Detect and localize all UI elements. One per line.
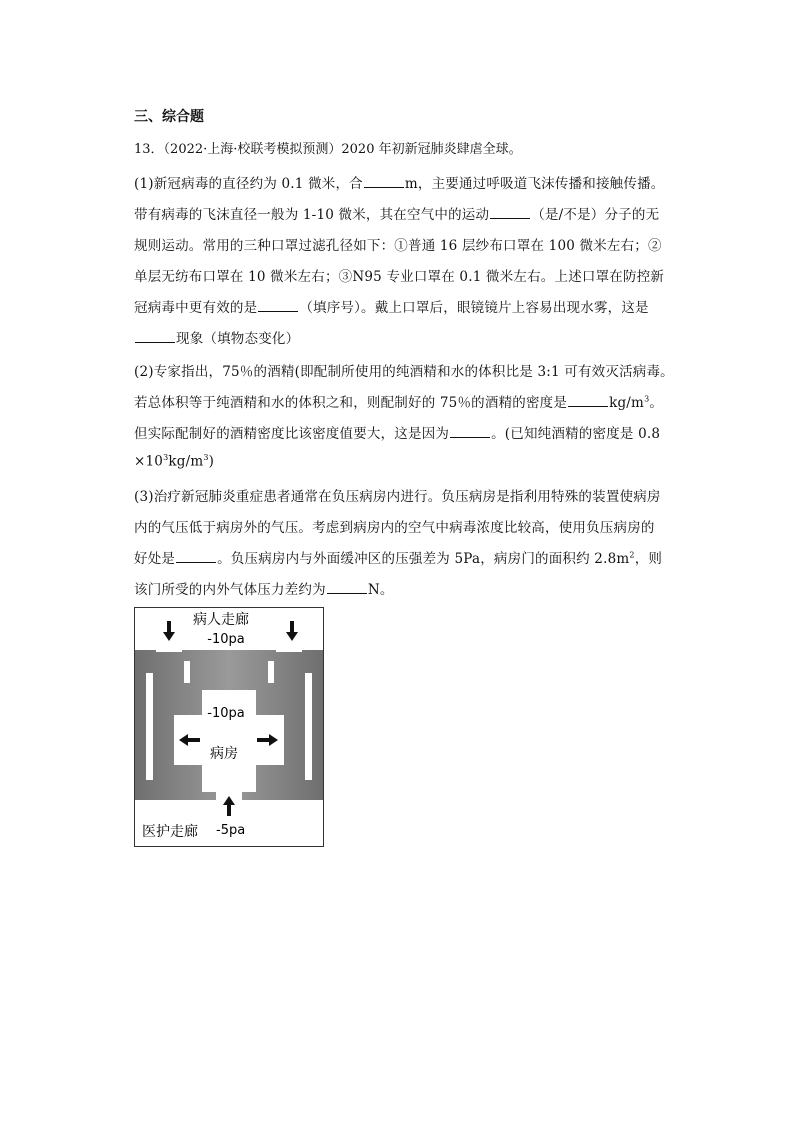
p2-text: 但实际配制好的酒精密度比该密度值要大，这是因为 — [134, 426, 450, 442]
top-pressure-label: -10pa — [207, 632, 245, 647]
answer-blank — [258, 298, 298, 312]
p1-text: 冠病毒中更有效的是 — [134, 300, 258, 316]
p2-text: 若总体积等于纯酒精和水的体积之和，则配制好的 75％的酒精的密度是 — [134, 395, 568, 411]
answer-blank — [568, 393, 608, 407]
room-label: 病房 — [210, 746, 238, 762]
p3-text: ，则 — [634, 551, 663, 567]
p1-line-2 — [134, 203, 659, 223]
p3-text: 好处是 — [134, 551, 176, 567]
p1-text: （填序号）。戴上口罩后，眼镜镜片上容易出现水雾，这是 — [299, 300, 649, 316]
superscript: 3 — [163, 453, 169, 462]
p1-text: 带有病毒的飞沫直径一般为 1-10 微米，其在空气中的运动 — [134, 207, 490, 223]
top-door-left — [156, 646, 182, 652]
p1-line-4: 单层无纺布口罩在 10 微米左右；③N95 专业口罩在 0.1 微米左右。上述口罩在防控新 — [134, 269, 665, 285]
bottom-corridor-label: 医护走廊 — [142, 824, 198, 840]
answer-blank — [135, 329, 175, 343]
answer-blank — [327, 580, 367, 594]
p2-line-2 — [134, 391, 663, 411]
p1-text: （是/不是）分子的无 — [531, 207, 660, 223]
p1-line-1 — [134, 172, 664, 192]
wall-bar-right — [305, 673, 312, 780]
room-pressure-label: -10pa — [207, 706, 245, 721]
p2-text: kg/m — [168, 453, 204, 470]
p1-text: m，主要通过呼吸道飞沫传播和接触传播。 — [404, 176, 665, 192]
p1-line-3: 规则运动。常用的三种口罩过滤孔径如下：①普通 16 层纱布口罩在 100 微米左右；② — [134, 238, 662, 254]
answer-blank — [490, 205, 530, 219]
p3-line-2: 内的气压低于病房外的气压。考虑到病房内的空气中病毒浓度比较高，使用负压病房的 — [134, 520, 655, 536]
p3-text: N。 — [367, 582, 394, 598]
p2-text: ×10 — [134, 453, 164, 470]
diagram-svg — [134, 607, 324, 847]
p2-text: ) — [208, 453, 215, 470]
p3-text: 该门所受的内外气体压力差约为 — [134, 582, 326, 598]
p1-text: 现象（填物态变化） — [176, 331, 300, 347]
p2-text: 。 — [649, 395, 664, 411]
p2-line-1: (2)专家指出，75％的酒精(即配制所使用的纯酒精和水的体积比是 3:1 可有效灭活病毒。 — [134, 364, 674, 380]
p2-line-3 — [134, 422, 660, 442]
top-door-right — [276, 646, 302, 652]
p2-line-4 — [134, 453, 214, 470]
question-header: 13．（2022·上海·校联考模拟预测）2020 年初新冠肺炎肆虐全球。 — [134, 142, 522, 157]
top-corridor-label: 病人走廊 — [193, 612, 249, 628]
p2-text: kg/m — [609, 395, 645, 411]
p2-text: 。(已知纯酒精的密度是 0.8 — [491, 426, 661, 442]
answer-blank — [364, 174, 404, 188]
inner-bar-left — [184, 661, 190, 683]
p1-line-6 — [134, 327, 299, 347]
bottom-pressure-label: -5pa — [216, 823, 246, 838]
answer-blank — [176, 549, 216, 563]
p3-text: 。负压病房内与外面缓冲区的压强差为 5Pa，病房门的面积约 2.8m — [217, 551, 630, 567]
inner-bar-right — [268, 661, 274, 683]
answer-blank — [450, 424, 490, 438]
p3-line-1: (3)治疗新冠肺炎重症患者通常在负压病房内进行。负压病房是指利用特殊的装置使病房 — [134, 489, 661, 505]
p1-text: (1)新冠病毒的直径约为 0.1 微米，合 — [134, 176, 363, 192]
ward-pressure-diagram — [134, 607, 324, 847]
section-title: 三、综合题 — [134, 109, 204, 125]
p1-line-5 — [134, 296, 649, 316]
p3-line-3 — [134, 547, 662, 567]
p3-line-4 — [134, 578, 394, 598]
wall-bar-left — [146, 673, 153, 780]
superscript: 3 — [203, 453, 209, 462]
superscript: 2 — [629, 550, 635, 560]
superscript: 3 — [644, 394, 650, 404]
